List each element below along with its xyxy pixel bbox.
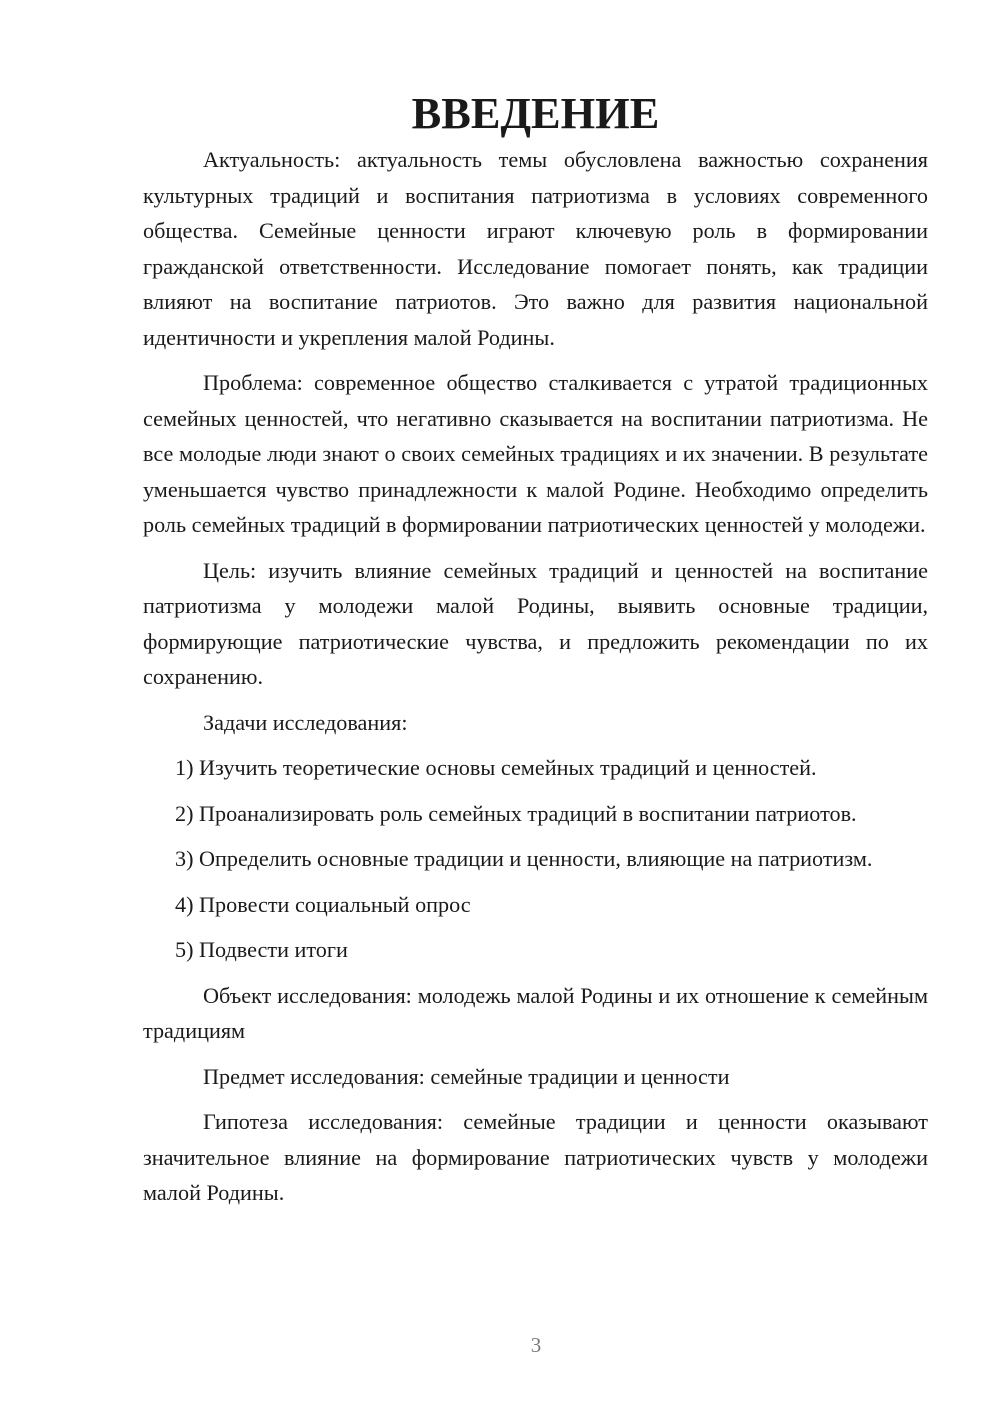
problem-paragraph: Проблема: современное общество сталкивается с утратой традиционных семейных ценностей, что негативно сказывается на воспитании патриотизма. Не все молодые люди знают о своих семейных традициях и их значении. В результате уменьшается чувство принадлежности к малой Родине. Необходимо определить роль семейных традиций в формировании патриотических ценностей у молодежи. [143, 370, 928, 537]
object-paragraph: Объект исследования: молодежь малой Родины и их отношение к семейным традициям [143, 982, 928, 1043]
tasks-heading: Задачи исследования: [203, 709, 408, 735]
page-number: 3 [530, 1333, 542, 1357]
page-title: ВВЕДЕНИЕ [411, 88, 660, 138]
task-item-1: 1) Изучить теоретические основы семейных традиций и ценностей. [175, 755, 817, 780]
task-item-2: 2) Проанализировать роль семейных традиций в воспитании патриотов. [175, 800, 857, 826]
task-item-4: 4) Провести социальный опрос [175, 891, 471, 917]
task-item-5: 5) Подвести итоги [175, 937, 348, 962]
relevance-paragraph: Актуальность: актуальность темы обусловлена важностью сохранения культурных традиций и воспитания патриотизма в условиях современного общества. Семейные ценности играют ключевую роль в формировании гражданской ответственности. Исследование помогает понять, как традиции влияют на воспитание патриотов. Это важно для развития национальной идентичности и укрепления малой Родины. [143, 147, 928, 350]
hypothesis-paragraph: Гипотеза исследования: семейные традиции и ценности оказывают значительное влияние на формирование патриотических чувств у молодежи малой Родины. [143, 1109, 928, 1205]
goal-paragraph: Цель: изучить влияние семейных традиций и ценностей на воспитание патриотизма у молодежи малой Родины, выявить основные традиции, формирующие патриотические чувства, и предложить рекомендации по их сохранению. [143, 557, 928, 689]
subject-paragraph: Предмет исследования: семейные традиции и ценности [203, 1063, 730, 1089]
task-item-3: 3) Определить основные традиции и ценности, влияющие на патриотизм. [175, 846, 873, 871]
document-body [143, 88, 928, 1221]
